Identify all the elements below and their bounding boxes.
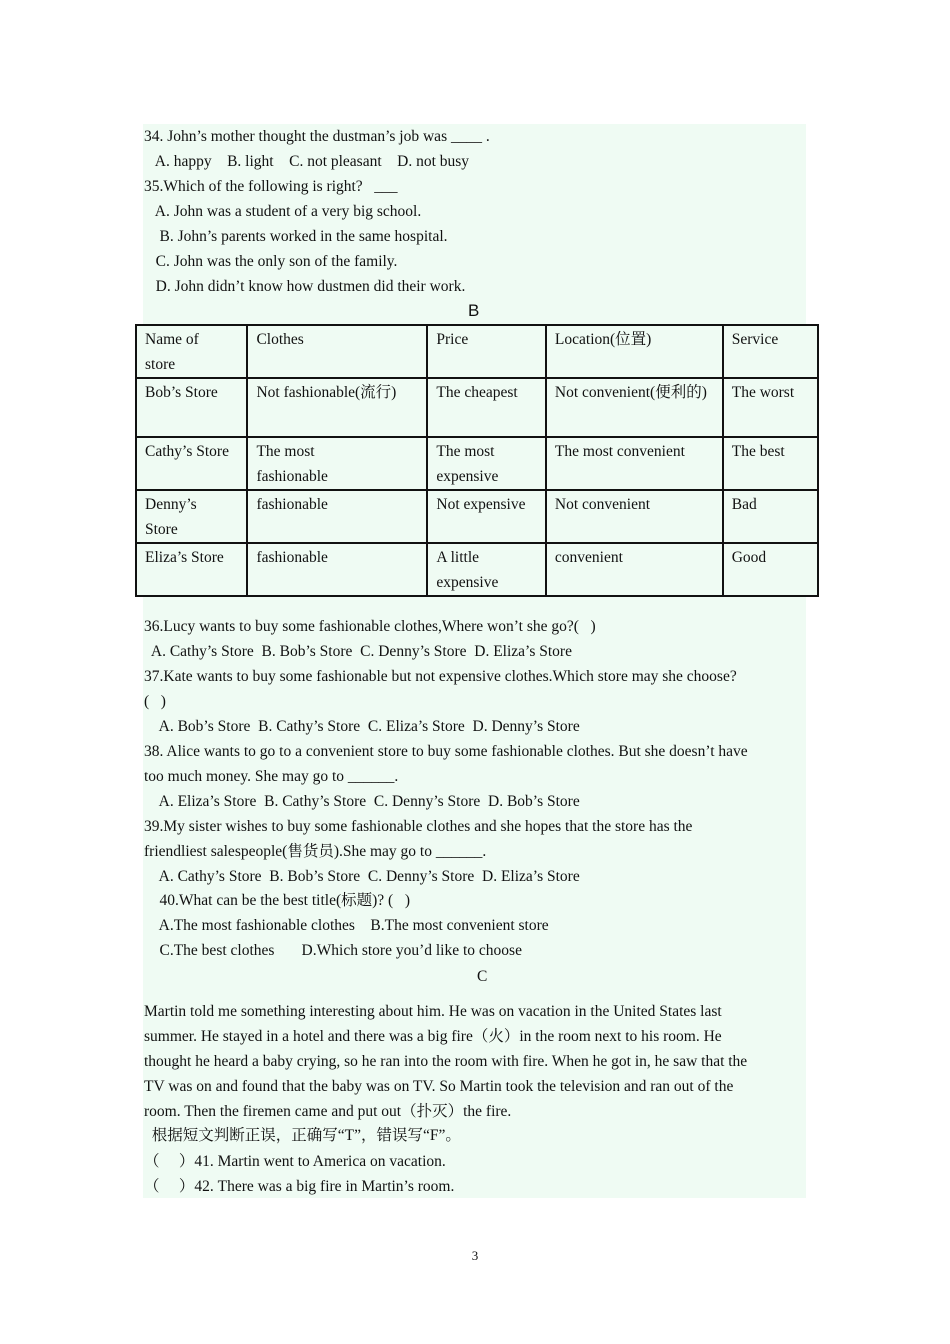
text-line: D. John didn’t know how dustmen did their work. (144, 278, 466, 295)
text-line: 38. Alice wants to go to a convenient store to buy some fashionable clothes. But she doesn’t have (144, 743, 748, 760)
section-b-heading: B (468, 301, 480, 320)
text-line: 34. John’s mother thought the dustman’s job was ____ . (144, 128, 490, 145)
table-cell (247, 490, 427, 543)
text-line: TV was on and found that the baby was on TV. So Martin took the television and ran out of the (144, 1078, 734, 1095)
table-cell (546, 325, 723, 378)
table-cell (546, 378, 723, 437)
table-cell (723, 437, 818, 490)
table-cell (427, 325, 546, 378)
cell-text: Not expensive (436, 496, 526, 513)
text-line: ( ) (144, 693, 166, 710)
table-row (136, 378, 818, 437)
text-line: A.The most fashionable clothes B.The most convenient store (144, 917, 549, 934)
table-cell (427, 543, 546, 596)
cell-text: Price (436, 331, 469, 348)
text-line: 40.What can be the best title(标题)? ( ) (144, 892, 410, 909)
table-cell (723, 543, 818, 596)
cell-text: expensive (436, 468, 499, 485)
text-line: 37.Kate wants to buy some fashionable but not expensive clothes.Which store may she choose? (144, 668, 737, 685)
table-cell (546, 490, 723, 543)
cell-text: Not convenient(便利的) (554, 384, 707, 401)
cell-text: Not fashionable(流行) (256, 384, 397, 401)
cell-text: The cheapest (436, 384, 518, 401)
text-line: A. Cathy’s Store B. Bob’s Store C. Denny’s Store D. Eliza’s Store (144, 868, 580, 885)
text-line: B. John’s parents worked in the same hospital. (144, 228, 448, 245)
page-number: 3 (471, 1248, 479, 1263)
cell-text: The most (436, 443, 495, 460)
table-cell (723, 378, 818, 437)
cell-text: Cathy’s Store (145, 443, 229, 460)
cell-text: Denny’s (145, 496, 197, 513)
text-line: A. happy B. light C. not pleasant D. not busy (144, 153, 470, 170)
store-comparison-table (135, 324, 819, 597)
cell-text: fashionable (256, 549, 328, 566)
table-cell (723, 325, 818, 378)
text-line: 36.Lucy wants to buy some fashionable clothes,Where won’t she go?( ) (144, 618, 596, 635)
cell-text: Store (145, 521, 178, 538)
section-c-heading: C (477, 968, 488, 985)
cell-text: Name of (145, 331, 199, 348)
table-row (136, 437, 818, 490)
table-row (136, 543, 818, 596)
cell-text: fashionable (256, 496, 328, 513)
table-cell (247, 378, 427, 437)
text-line: C.The best clothes D.Which store you’d like to choose (144, 942, 522, 959)
text-line: A. Eliza’s Store B. Cathy’s Store C. Denny’s Store D. Bob’s Store (144, 793, 580, 810)
text-line: A. John was a student of a very big school. (144, 203, 422, 220)
text-line: （ ）42. There was a big fire in Martin’s room. (144, 1178, 455, 1195)
text-line: A. Bob’s Store B. Cathy’s Store C. Eliza’s Store D. Denny’s Store (144, 718, 580, 735)
text-line: 39.My sister wishes to buy some fashionable clothes and she hopes that the store has the (144, 818, 693, 835)
table-cell (723, 490, 818, 543)
cell-text: Service (731, 331, 779, 348)
cell-text: Bob’s Store (145, 384, 218, 401)
text-line: summer. He stayed in a hotel and there was a big fire（火）in the room next to his room. He (144, 1028, 722, 1045)
cell-text: Clothes (256, 331, 304, 348)
text-line: Martin told me something interesting about him. He was on vacation in the United States last (144, 1003, 722, 1020)
cell-text: The most (256, 443, 315, 460)
cell-text: convenient (554, 549, 623, 566)
cell-text: fashionable (256, 468, 328, 485)
text-line: 35.Which of the following is right? ___ (144, 178, 398, 195)
table-cell (427, 378, 546, 437)
table-cell (546, 437, 723, 490)
cell-text: Bad (731, 496, 757, 513)
text-line: room. Then the firemen came and put out（扑灭）the fire. (144, 1103, 512, 1120)
table-cell (546, 543, 723, 596)
cell-text: The best (731, 443, 785, 460)
table-cell (427, 490, 546, 543)
text-line: too much money. She may go to ______. (144, 768, 399, 785)
table-cell (247, 437, 427, 490)
table-cell (136, 543, 247, 596)
cell-text: Not convenient (554, 496, 651, 513)
cell-text: store (145, 356, 176, 373)
text-line: A. Cathy’s Store B. Bob’s Store C. Denny’s Store D. Eliza’s Store (144, 643, 572, 660)
text-line: （ ）41. Martin went to America on vacation. (144, 1153, 446, 1170)
table-cell (247, 543, 427, 596)
cell-text: Good (731, 549, 767, 566)
table-cell (427, 437, 546, 490)
table-header-row (136, 325, 818, 378)
cell-text: The worst (731, 384, 795, 401)
cell-text: Location(位置) (554, 331, 652, 348)
cell-text: Eliza’s Store (145, 549, 224, 566)
table-cell (136, 325, 247, 378)
table-cell (136, 490, 247, 543)
table-row (136, 490, 818, 543)
table-cell (247, 325, 427, 378)
cell-text: expensive (436, 574, 499, 591)
cell-text: The most convenient (554, 443, 685, 460)
text-line: friendliest salespeople(售货员).She may go to ______. (144, 843, 487, 860)
table-cell (136, 437, 247, 490)
text-line: 根据短文判断正误，正确写“T”，错误写“F”。 (144, 1127, 461, 1144)
text-line: thought he heard a baby crying, so he ran into the room with fire. When he got in, he saw that the (144, 1053, 748, 1070)
table-cell (136, 378, 247, 437)
cell-text: A little (436, 549, 479, 566)
text-line: C. John was the only son of the family. (144, 253, 398, 270)
